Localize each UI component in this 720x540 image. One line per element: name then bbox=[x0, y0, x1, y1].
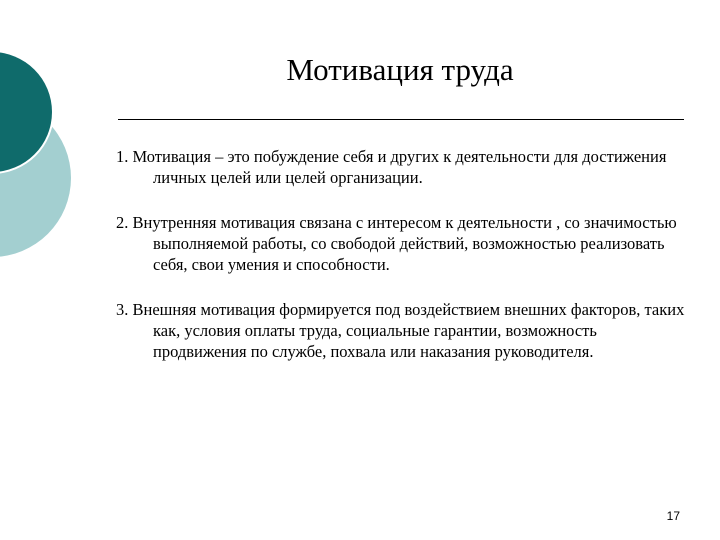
list-item-internal-motivation: 2. Внутренняя мотивация связана с интересом к деятельности , со значимостью выполняемой работы, со свободой действий, возможностью реализовать себя, свои умения и способности. bbox=[116, 213, 677, 274]
page-number: 17 bbox=[666, 509, 680, 523]
content-list bbox=[116, 146, 691, 386]
title-divider bbox=[118, 119, 684, 120]
list-item-motivation-definition: 1. Мотивация – это побуждение себя и других к деятельности для достижения личных целей или целей организации. bbox=[116, 147, 667, 187]
decorative-circles bbox=[0, 0, 120, 300]
list-item-external-motivation: 3. Внешняя мотивация формируется под воздействием внешних факторов, таких как, условия оплаты труда, социальные гарантии, возможность продвижения по службе, похвала или наказания руководителя. bbox=[116, 300, 685, 361]
slide-title: Мотивация труда bbox=[286, 52, 514, 87]
